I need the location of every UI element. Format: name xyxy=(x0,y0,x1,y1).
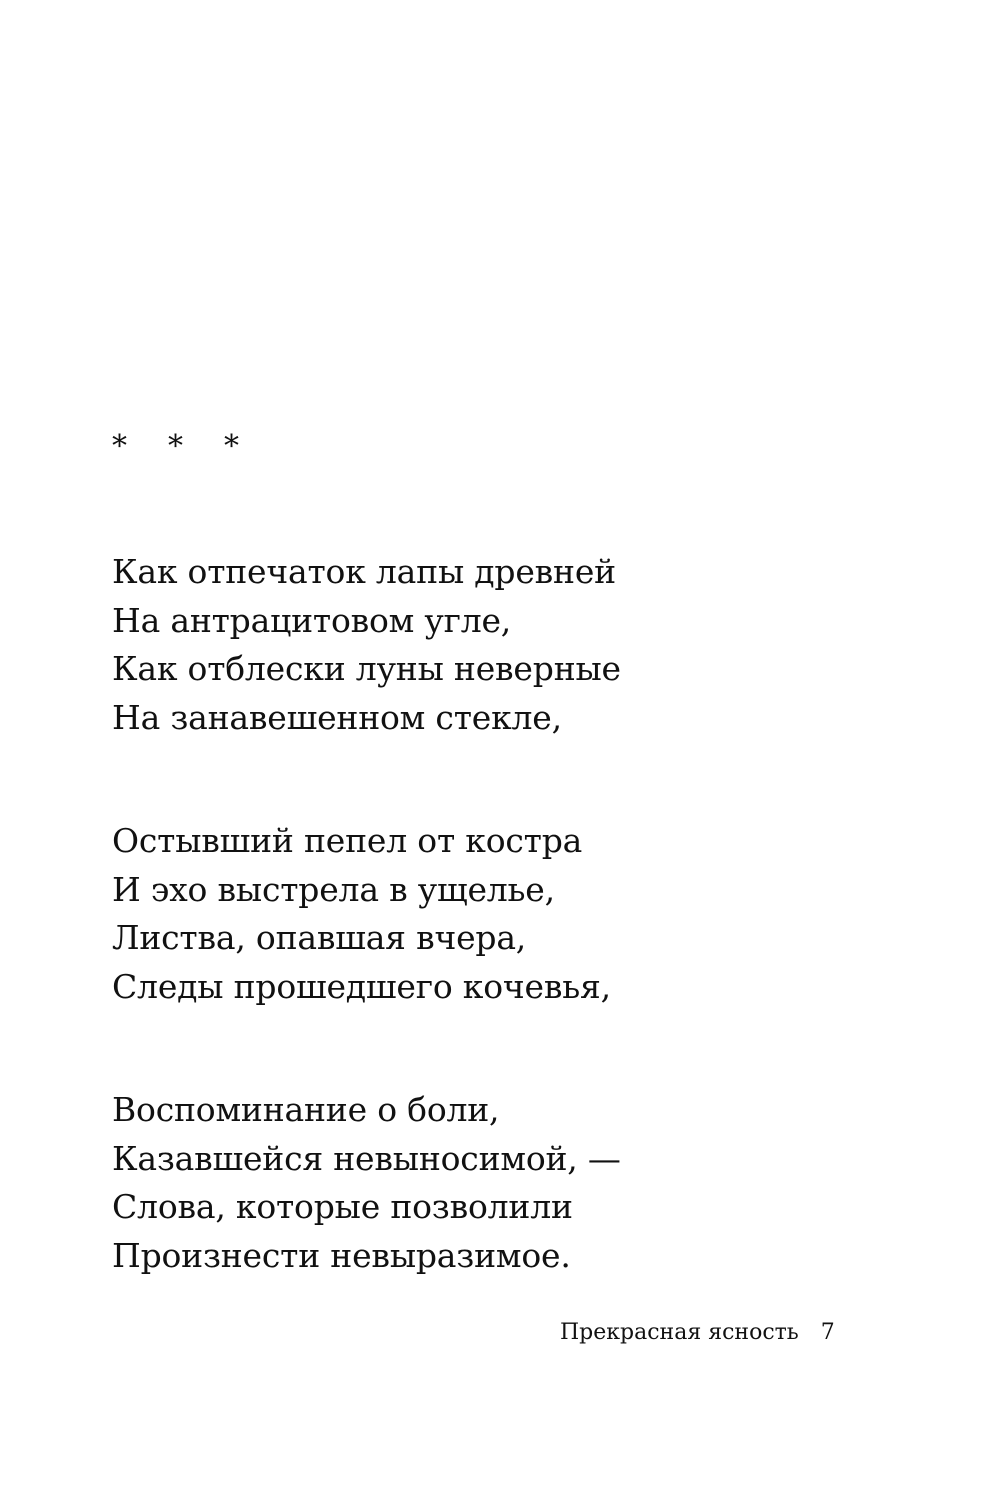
poem-line: На занавешенном стекле, xyxy=(112,697,562,737)
poem-line: Остывший пепел от костра xyxy=(112,821,583,860)
page-number: 7 xyxy=(820,1320,835,1345)
asterism-separator xyxy=(112,429,280,464)
asterisk: * xyxy=(224,429,239,464)
asterisk: * xyxy=(112,429,127,464)
page-footer xyxy=(560,1318,835,1348)
poem-line: Как отпечаток лапы древней xyxy=(112,552,616,591)
running-title: Прекрасная ясность xyxy=(560,1320,799,1345)
poem-line: Следы прошедшего кочевья, xyxy=(112,966,611,1006)
poem-line: На антрацитовом угле, xyxy=(112,600,512,640)
stanza-2 xyxy=(112,817,912,1011)
stanza-1 xyxy=(112,548,912,742)
poem-line: Произнести невыразимое. xyxy=(112,1235,571,1275)
poem-line: Казавшейся невыносимой, — xyxy=(112,1138,621,1178)
poem-line: Слова, которые позволили xyxy=(112,1187,573,1226)
poem-line: Воспоминание о боли, xyxy=(112,1090,500,1129)
poem-line: И эхо выстрела в ущелье, xyxy=(112,869,555,909)
asterisk: * xyxy=(168,429,183,464)
poem-line: Как отблески луны неверные xyxy=(112,649,621,688)
stanza-3 xyxy=(112,1086,912,1280)
poem xyxy=(112,548,912,1355)
poem-line: Листва, опавшая вчера, xyxy=(112,918,527,957)
